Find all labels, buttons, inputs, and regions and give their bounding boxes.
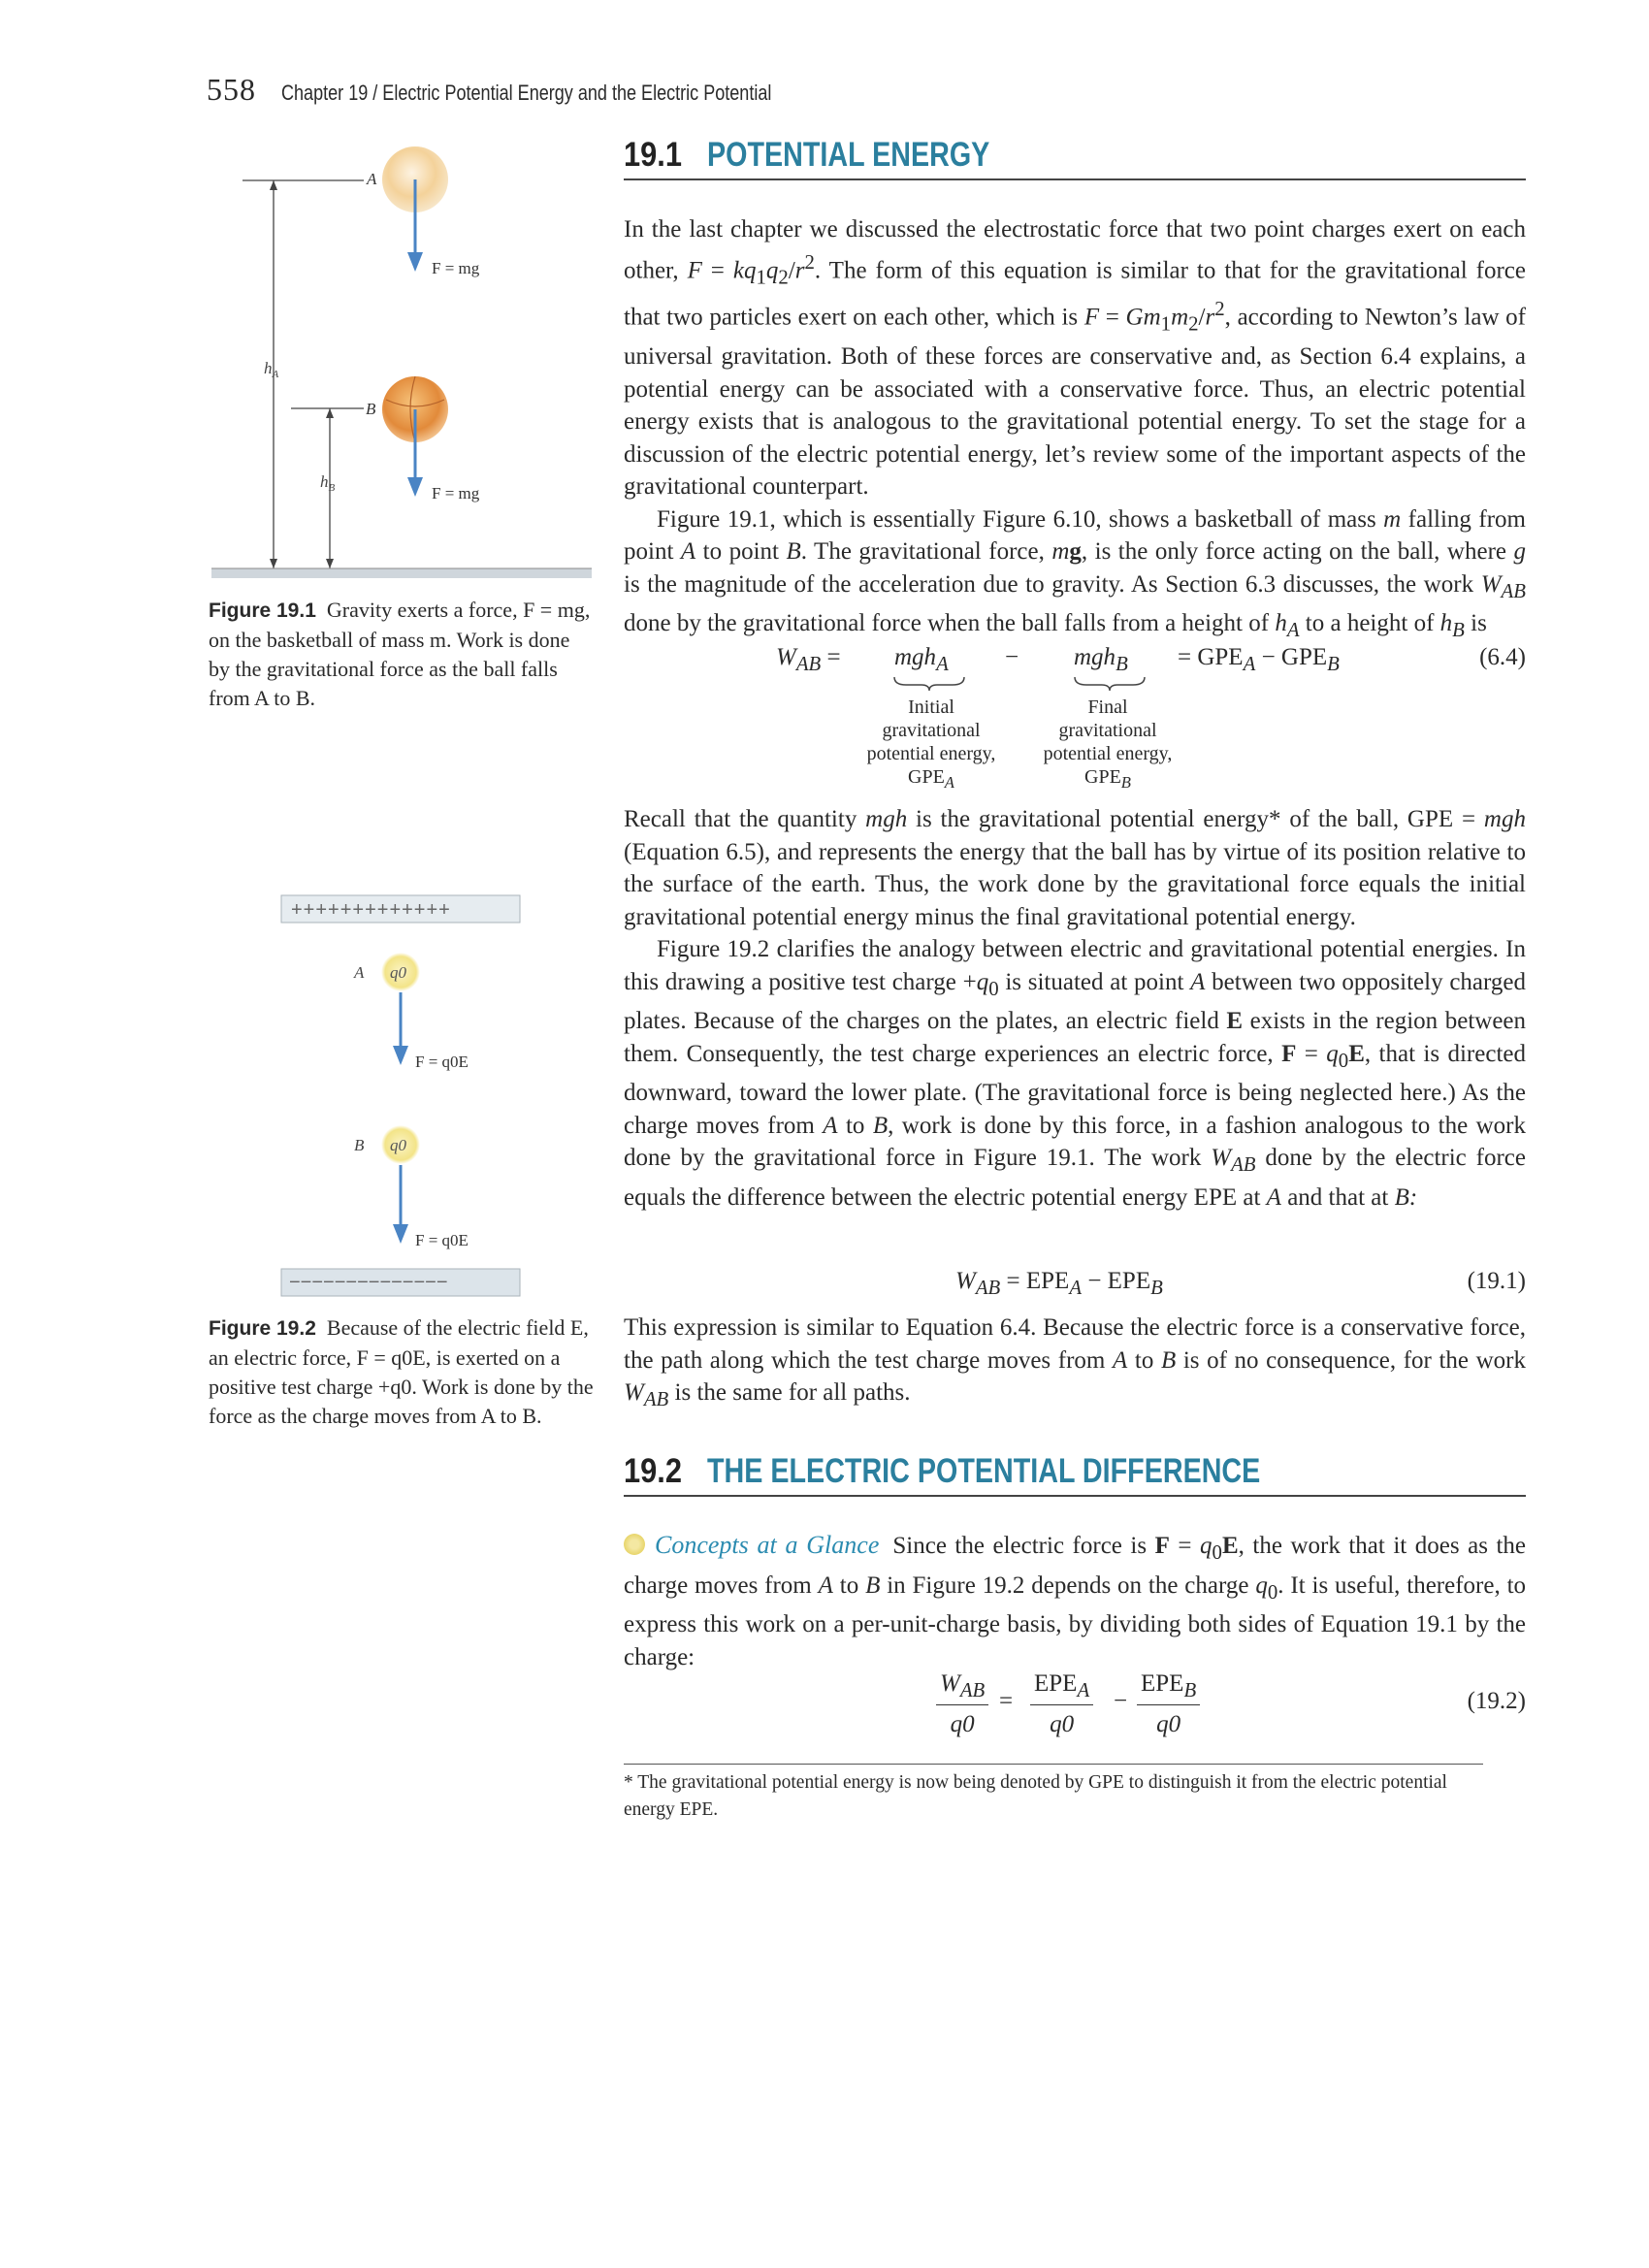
equation-6-4-minus: −	[1005, 644, 1019, 670]
force-label-B: F = q0E	[415, 1231, 469, 1249]
page-number: 558	[207, 72, 256, 107]
footnote-rule	[624, 1764, 1483, 1765]
body-text-2: Recall that the quantity mgh is the gravitational potential energy* of the ball, GPE = mgh (Equation 6.5), and represents the energy that the ball has by virtue of its position relative to the surface of the earth. Thus, the work done by the gravitational force equals the initial gravitational potential energy minus the final gravitational potential energy. Figure 19.2 clarifies the analogy between electric and gravitational potential energies. In this drawing a positive test charge $+q_0$ is situated at point A between two oppositely charged plates. Because of the charges on the plates, an electric field E exists in the region between them. Consequently, the test charge experiences an electric force, $F = q_0E$, that is directed downward, toward the lower plate. (The gravitational force is being neglected here.) As the charge moves from A to B, work is done by this force, in a fashion analogous to the work done by the gravitational force in Figure 19.1. The work $W_{AB}$ done by the electric force equals the difference between the electric potential energy EPE at A and that at B:	[624, 806, 1527, 1211]
force-arrow-B	[393, 1224, 408, 1244]
force-label-1: F = mg	[432, 259, 480, 277]
label-B-fig2: B	[354, 1136, 365, 1154]
body-text-4: Concepts at a Glance Since the electric force is $F = q_0E$, the work that it does as the charge moves from A to B in Figure 19.2 depends on the charge $q_0$. It is useful, therefore, to express this work on a per-unit-charge basis, by dividing both sides of Equation 19.1 by the charge:	[624, 1531, 1527, 1670]
plus-signs: +++++++++++++	[291, 899, 451, 921]
footnote: * The gravitational potential energy is now being denoted by GPE to distinguish it from the electric potential energy EPE.	[624, 1772, 1447, 1820]
force-label-A: F = q0E	[415, 1053, 469, 1071]
equation-19-1: $W_{AB} = EPE_A - EPE_B$	[955, 1268, 1163, 1299]
brace-label-final: Final gravitational potential energy, $GPE_B$	[1043, 697, 1173, 792]
underbraces	[873, 675, 1183, 695]
equation-number-19-2: (19.2)	[1467, 1688, 1526, 1714]
label-hA: $h_A$	[264, 359, 279, 380]
equation-19-2-minus: −	[1114, 1688, 1128, 1714]
equation-19-2-frac1: $W_{AB}$ q0	[936, 1670, 988, 1738]
minus-signs: −−−−−−−−−−−−−−	[289, 1272, 448, 1293]
figure-19-2	[272, 892, 534, 1310]
equation-6-4-term1: mgh$_A$	[894, 644, 949, 675]
equation-number-19-1: (19.1)	[1467, 1268, 1526, 1294]
figure-19-1-caption: Figure 19.1 Gravity exerts a force, F = mg, on the basketball of mass m. Work is done by the gravitational force as the ball falls from A to B.	[209, 598, 591, 710]
chapter-title: Chapter 19 / Electric Potential Energy and the Electric Potential	[280, 81, 771, 105]
body-text-1: In the last chapter we discussed the electrostatic force that two point charges exert on each other, $F = kq_1q_2/r^2$. The form of this equation is similar to that for the gravitational force that two particles exert on each other, which is $F = Gm_1m_2/r^2$, according to Newton’s law of universal gravitation. Both of these forces are conservative and, as Section 6.4 explains, a potential energy can be associated with a conservative force. Thus, an electric potential energy exists that is analogous to the gravitational potential energy. To set the stage for a discussion of the electric potential energy, let’s review some of the important aspects of the gravitational counterpart. Figure 19.1, which is essentially Figure 6.10, shows a basketball of mass m falling from point A to point B. The gravitational force, mg, is the only force acting on the ball, where g is the magnitude of the acceleration due to gravity. As Section 6.3 discusses, the work $W_{AB}$ done by the gravitational force when the ball falls from a height of $h_A$ to a height of $h_B$ is	[624, 216, 1526, 642]
equation-19-2-frac2: $EPE_A$ q0	[1030, 1670, 1093, 1738]
label-hB: $h_B$	[320, 472, 336, 494]
force-arrow-A	[393, 1046, 408, 1065]
svg-text:q0: q0	[390, 1136, 406, 1154]
equation-6-4-term2: mgh$_B$	[1074, 644, 1128, 675]
force-label-2: F = mg	[432, 484, 480, 502]
section-title-19-2: 19.2 THE ELECTRIC POTENTIAL DIFFERENCE	[624, 1452, 1526, 1497]
section-title-19-1: 19.1 POTENTIAL ENERGY	[624, 136, 1526, 180]
concepts-at-a-glance-icon	[624, 1534, 645, 1555]
equation-6-4: $W_{AB}$ =	[776, 644, 841, 675]
label-A: A	[367, 170, 377, 188]
concepts-at-a-glance-label: Concepts at a Glance	[655, 1531, 880, 1559]
label-A-fig2: A	[354, 963, 365, 982]
equation-6-4-rhs: = $GPE_A - GPE_B$	[1178, 644, 1340, 675]
label-B: B	[366, 400, 376, 418]
figure-19-2-caption: Figure 19.2 Because of the electric field E, an electric force, F = q0E, is exerted on a positive test charge +q0. Work is done by the force as the charge moves from A to B.	[209, 1315, 594, 1428]
page-header	[207, 72, 879, 108]
body-text-3: This expression is similar to Equation 6.4. Because the electric force is a conservative force, the path along which the test charge moves from A to B is of no consequence, for the work $W_{AB}$ is the same for all paths.	[624, 1314, 1526, 1410]
equation-19-2-frac3: $EPE_B$ q0	[1137, 1670, 1200, 1738]
svg-text:q0: q0	[390, 963, 406, 982]
equation-number-6-4: (6.4)	[1479, 644, 1526, 670]
force-arrow-2	[407, 477, 423, 497]
ground	[211, 568, 592, 578]
force-arrow-1	[407, 252, 423, 272]
figure-19-1	[194, 126, 601, 592]
equation-19-2-equals: =	[999, 1688, 1014, 1714]
brace-label-initial: Initial gravitational potential energy, $GPE_A$	[866, 697, 996, 792]
